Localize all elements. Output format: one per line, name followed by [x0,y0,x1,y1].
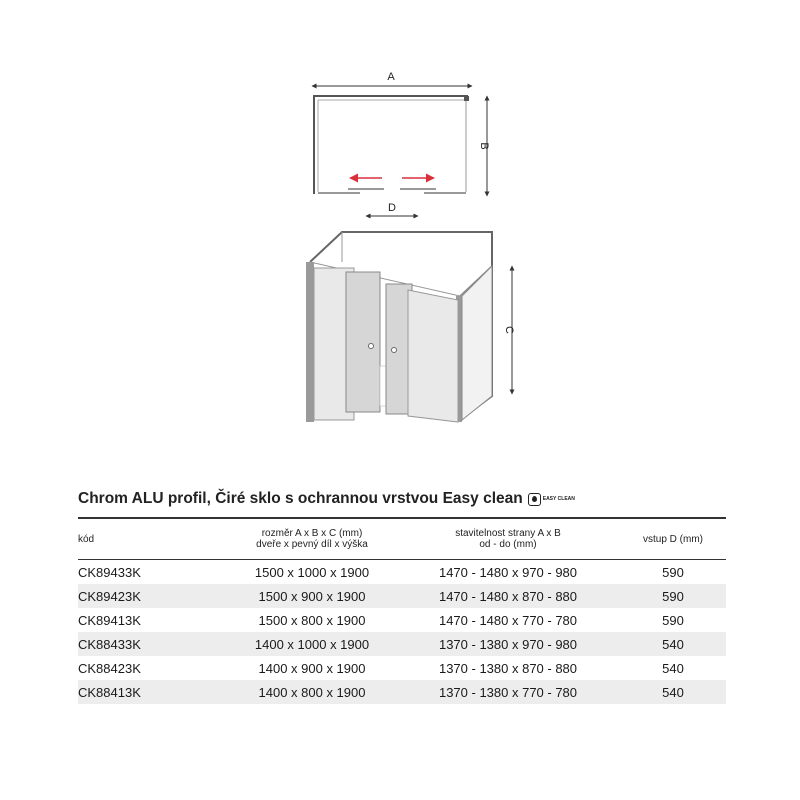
header-dimensions [228,518,396,560]
plan-view [312,71,490,216]
cell-code: CK88433K [78,632,228,656]
right-door-knob [392,348,397,353]
easy-clean-text: EASY CLEAN [542,495,575,502]
cell-entry: 590 [662,612,684,628]
table-row [78,608,726,632]
left-frame-post [306,262,314,422]
header-entry: vstup D (mm) [620,518,726,560]
cell-entry: 540 [662,660,684,676]
cell-entry: 540 [620,680,726,704]
cell-entry: 540 [620,632,726,656]
perspective-view [306,232,515,422]
cell-code: CK89413K [78,612,141,628]
cell-dimensions: 1500 x 800 x 1900 [258,612,366,628]
product-title-text: Chrom ALU profil, Čiré sklo s ochrannou vrstvou Easy clean [78,490,523,507]
cell-dimensions: 1400 x 800 x 1900 [228,680,396,704]
dimension-a-label: A [387,71,395,83]
table-row [78,680,726,704]
cell-code: CK89433K [78,564,141,580]
header-code: kód [78,518,228,560]
cell-dimensions: 1500 x 900 x 1900 [228,584,396,608]
cell-dimensions: 1500 x 1000 x 1900 [254,564,370,580]
header-adjustability-line2: od - do (mm) [479,539,537,550]
header-adjustability [396,518,620,560]
easy-clean-icon [528,493,575,506]
header-dimensions-line2: dveře x pevný díl x výška [256,539,368,550]
cell-adjustability: 1470 - 1480 x 870 - 880 [396,584,620,608]
spec-table [78,517,726,704]
plan-wall-outline [314,96,468,194]
left-sliding-door [346,272,380,412]
cell-code: CK88413K [78,680,228,704]
left-door-knob [369,344,374,349]
table-row [78,560,726,585]
cell-adjustability: 1370 - 1380 x 870 - 880 [438,660,578,676]
cell-dimensions: 1400 x 900 x 1900 [258,660,366,676]
cell-adjustability: 1470 - 1480 x 770 - 780 [438,612,578,628]
entry-gap [380,366,386,406]
cell-adjustability: 1370 - 1380 x 770 - 780 [396,680,620,704]
dimension-c-label: C [503,326,515,334]
cell-entry: 590 [662,564,684,580]
cell-code: CK88423K [78,660,141,676]
right-fixed-panel [408,290,458,422]
table-header-row [78,518,726,560]
cell-code: CK89423K [78,584,228,608]
cell-dimensions: 1400 x 1000 x 1900 [228,632,396,656]
plan-corner-post [464,96,469,101]
cell-adjustability: 1370 - 1380 x 970 - 980 [396,632,620,656]
table-row [78,656,726,680]
table-row [78,584,726,608]
header-adjustability-line1: stavitelnost strany A x B [455,528,561,539]
dimension-d-label: D [388,202,396,214]
product-title [78,490,575,508]
drop-icon [528,493,541,506]
table-row [78,632,726,656]
cell-entry: 590 [620,584,726,608]
cell-adjustability: 1470 - 1480 x 970 - 980 [438,564,578,580]
dimension-b-label: B [478,142,490,150]
header-dimensions-line1: rozměr A x B x C (mm) [261,528,363,539]
